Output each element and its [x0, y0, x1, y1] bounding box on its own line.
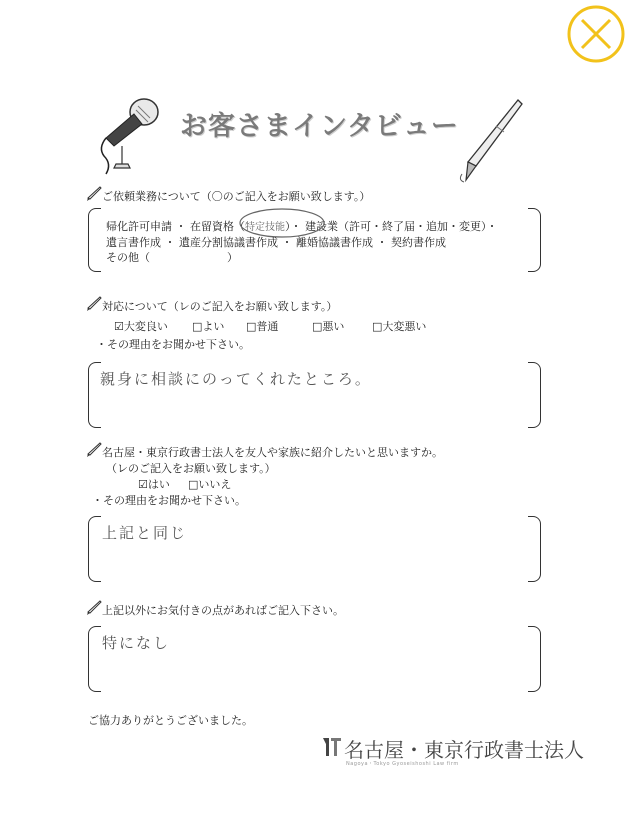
q2-option-2[interactable]: □普通 [246, 320, 279, 333]
q3-answer: 上記と同じ [102, 524, 188, 542]
q4-bracket-right [528, 626, 541, 692]
q1-heading: ご依頼業務について（〇のご記入をお願い致します。） [102, 190, 371, 203]
q2-reason-prompt: ・その理由をお聞かせ下さい。 [96, 338, 250, 351]
logo-icon [322, 736, 342, 758]
company-logo-name: 名古屋・東京行政書士法人 [344, 738, 584, 762]
close-icon[interactable] [566, 4, 626, 64]
q3-option-0[interactable]: ☑はい [138, 478, 170, 491]
pencil-icon [86, 442, 102, 458]
company-logo-sub: Nagoya・Tokyo Gyoseishoshi Law firm [346, 761, 459, 767]
q2-option-3[interactable]: □悪い [312, 320, 345, 333]
pencil-icon [86, 186, 102, 202]
q1-line2: 遺言書作成 ・ 遺産分割協議書作成 ・ 離婚協議書作成 ・ 契約書作成 [106, 236, 446, 249]
q4-answer: 特になし [102, 634, 171, 652]
q1-line1-end: ）・ 建設業（許可・終了届・追加・変更）・ [285, 220, 498, 233]
q1-line1-text: 帰化許可申請 ・ 在留資格（ [106, 220, 245, 233]
q2-option-0[interactable]: ☑大変良い [114, 320, 168, 333]
pen-icon [456, 96, 526, 186]
q1-handwritten-circle: 特定技能 [245, 222, 285, 233]
microphone-icon [92, 94, 162, 178]
q2-bracket-right [528, 362, 541, 428]
pencil-icon [86, 296, 102, 312]
pencil-icon [86, 600, 102, 616]
page-title: お客さまインタビュー [180, 111, 459, 142]
q3-subheading: （レのご記入をお願い致します。） [106, 462, 276, 475]
q3-reason-prompt: ・その理由をお聞かせ下さい。 [92, 494, 246, 507]
q2-option-1[interactable]: □よい [192, 320, 225, 333]
q1-line3: その他（ ） [106, 251, 238, 264]
q1-bracket-left [88, 208, 101, 272]
q4-bracket-left [88, 626, 101, 692]
closing-text: ご協力ありがとうございました。 [88, 714, 253, 727]
q2-answer: 親身に相談にのってくれたところ。 [100, 370, 372, 388]
q3-bracket-left [88, 516, 101, 582]
q1-bracket-right [528, 208, 541, 272]
q3-heading: 名古屋・東京行政書士法人を友人や家族に紹介したいと思いますか。 [102, 446, 443, 459]
q3-option-1[interactable]: □いいえ [188, 478, 232, 491]
q4-heading: 上記以外にお気付きの点があればご記入下さい。 [102, 604, 344, 617]
q2-heading: 対応について（レのご記入をお願い致します。） [102, 300, 338, 313]
q2-option-4[interactable]: □大変悪い [372, 320, 427, 333]
q3-bracket-right [528, 516, 541, 582]
